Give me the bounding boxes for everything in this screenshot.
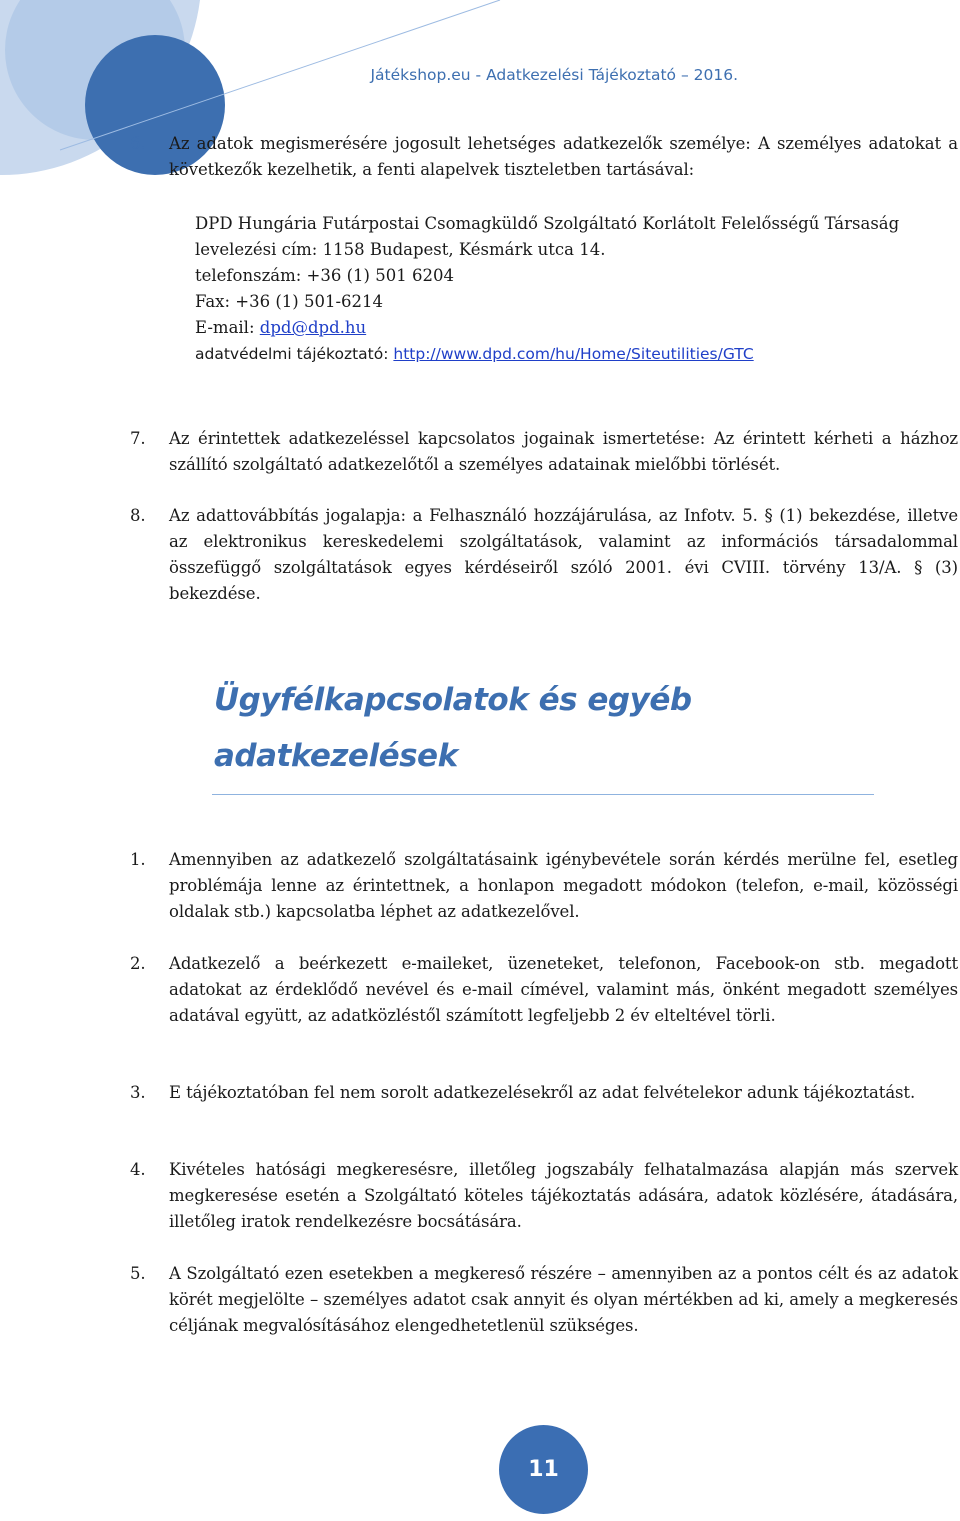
list-item-7 — [130, 426, 958, 478]
section-heading: Ügyfélkapcsolatok és egyéb adatkezelések — [214, 682, 692, 774]
item-text: Az adatok megismerésére jogosult lehetséges adatkezelők személye: A személyes adatokat a következők kezelhetik, a fenti alapelvek tiszteletben tartásával: — [169, 134, 958, 179]
item-number: 1. — [130, 850, 146, 869]
dpd-privacy-line — [195, 341, 955, 367]
item-number: 4. — [130, 1160, 146, 1179]
dpd-privacy-link[interactable]: http://www.dpd.com/hu/Home/Siteutilities/GTC — [393, 345, 754, 363]
dpd-fax: Fax: +36 (1) 501-6214 — [195, 292, 384, 311]
item-number: 3. — [130, 1083, 146, 1102]
list-item — [130, 1261, 958, 1339]
heading-divider — [212, 794, 874, 795]
item-text: Az érintettek adatkezeléssel kapcsolatos jogainak ismertetése: Az érintett kérheti a házhoz szállító szolgáltató adatkezelőtől a személyes adatainak mielőbbi törlését. — [169, 429, 958, 474]
item-text: Kivételes hatósági megkeresésre, illetőleg jogszabály felhatalmazása alapján más szervek megkeresése esetén a Szolgáltató köteles tájékoztatás adására, adatok közlésére, átadására, illetőleg iratok rendelkezésre bocsátására. — [169, 1160, 958, 1231]
list-item — [130, 1080, 958, 1106]
dpd-address: levelezési cím: 1158 Budapest, Késmárk utca 14. — [195, 240, 606, 259]
dpd-email-link[interactable]: dpd@dpd.hu — [259, 318, 367, 337]
item-number: 8. — [130, 506, 146, 525]
dpd-company: DPD Hungária Futárpostai Csomagküldő Szolgáltató Korlátolt Felelősségű Társaság — [195, 214, 900, 233]
header-title: Játékshop.eu - Adatkezelési Tájékoztató – 2016. — [370, 66, 738, 84]
dpd-privacy-label: adatvédelmi tájékoztató: — [195, 345, 394, 363]
item-number: 5. — [130, 1264, 146, 1283]
dpd-phone: telefonszám: +36 (1) 501 6204 — [195, 266, 454, 285]
list-item-8 — [130, 503, 958, 607]
dpd-contact-block — [195, 211, 955, 367]
page-number: 11 — [499, 1425, 588, 1514]
item-text: E tájékoztatóban fel nem sorolt adatkezelésekről az adat felvételekor adunk tájékoztatást. — [169, 1083, 916, 1102]
item-text: Adatkezelő a beérkezett e-maileket, üzeneteket, telefonon, Facebook-on stb. megadott adatokat az érdeklődő nevével és e-mail címével, valamint más, önként megadott személyes adatával együtt, az adatközléstől számított legfeljebb 2 év elteltével törli. — [169, 954, 958, 1025]
item-text: Az adattovábbítás jogalapja: a Felhasználó hozzájárulása, az Infotv. 5. § (1) bekezdése, illetve az elektronikus kereskedelemi szolgáltatások, valamint az információs társadalommal összefüggő szolgáltatások egyes kérdéseiről szóló 2001. évi CVIII. törvény 13/A. § (3) bekezdése. — [169, 506, 958, 603]
item-text: A Szolgáltató ezen esetekben a megkereső részére – amennyiben az a pontos célt és az adatok körét megjelölte – személyes adatot csak annyit és olyan mértékben ad ki, amely a megkeresés céljának megvalósításához elengedhetetlenül szükséges. — [169, 1264, 958, 1335]
list-item — [130, 847, 958, 925]
item-number: 7. — [130, 429, 146, 448]
dpd-email-line — [195, 315, 955, 341]
list-item — [130, 1157, 958, 1235]
item-text: Amennyiben az adatkezelő szolgáltatásaink igénybevétele során kérdés merülne fel, esetleg problémája lenne az érintettnek, a honlapon megadott módokon (telefon, e-mail, közösségi oldalak stb.) kapcsolatba léphet az adatkezelővel. — [169, 850, 958, 921]
list-item-6 — [130, 131, 958, 183]
dpd-email-label: E-mail: — [195, 318, 260, 337]
list-item — [130, 951, 958, 1029]
item-number: 2. — [130, 954, 146, 973]
item-number: 6. — [130, 134, 146, 153]
